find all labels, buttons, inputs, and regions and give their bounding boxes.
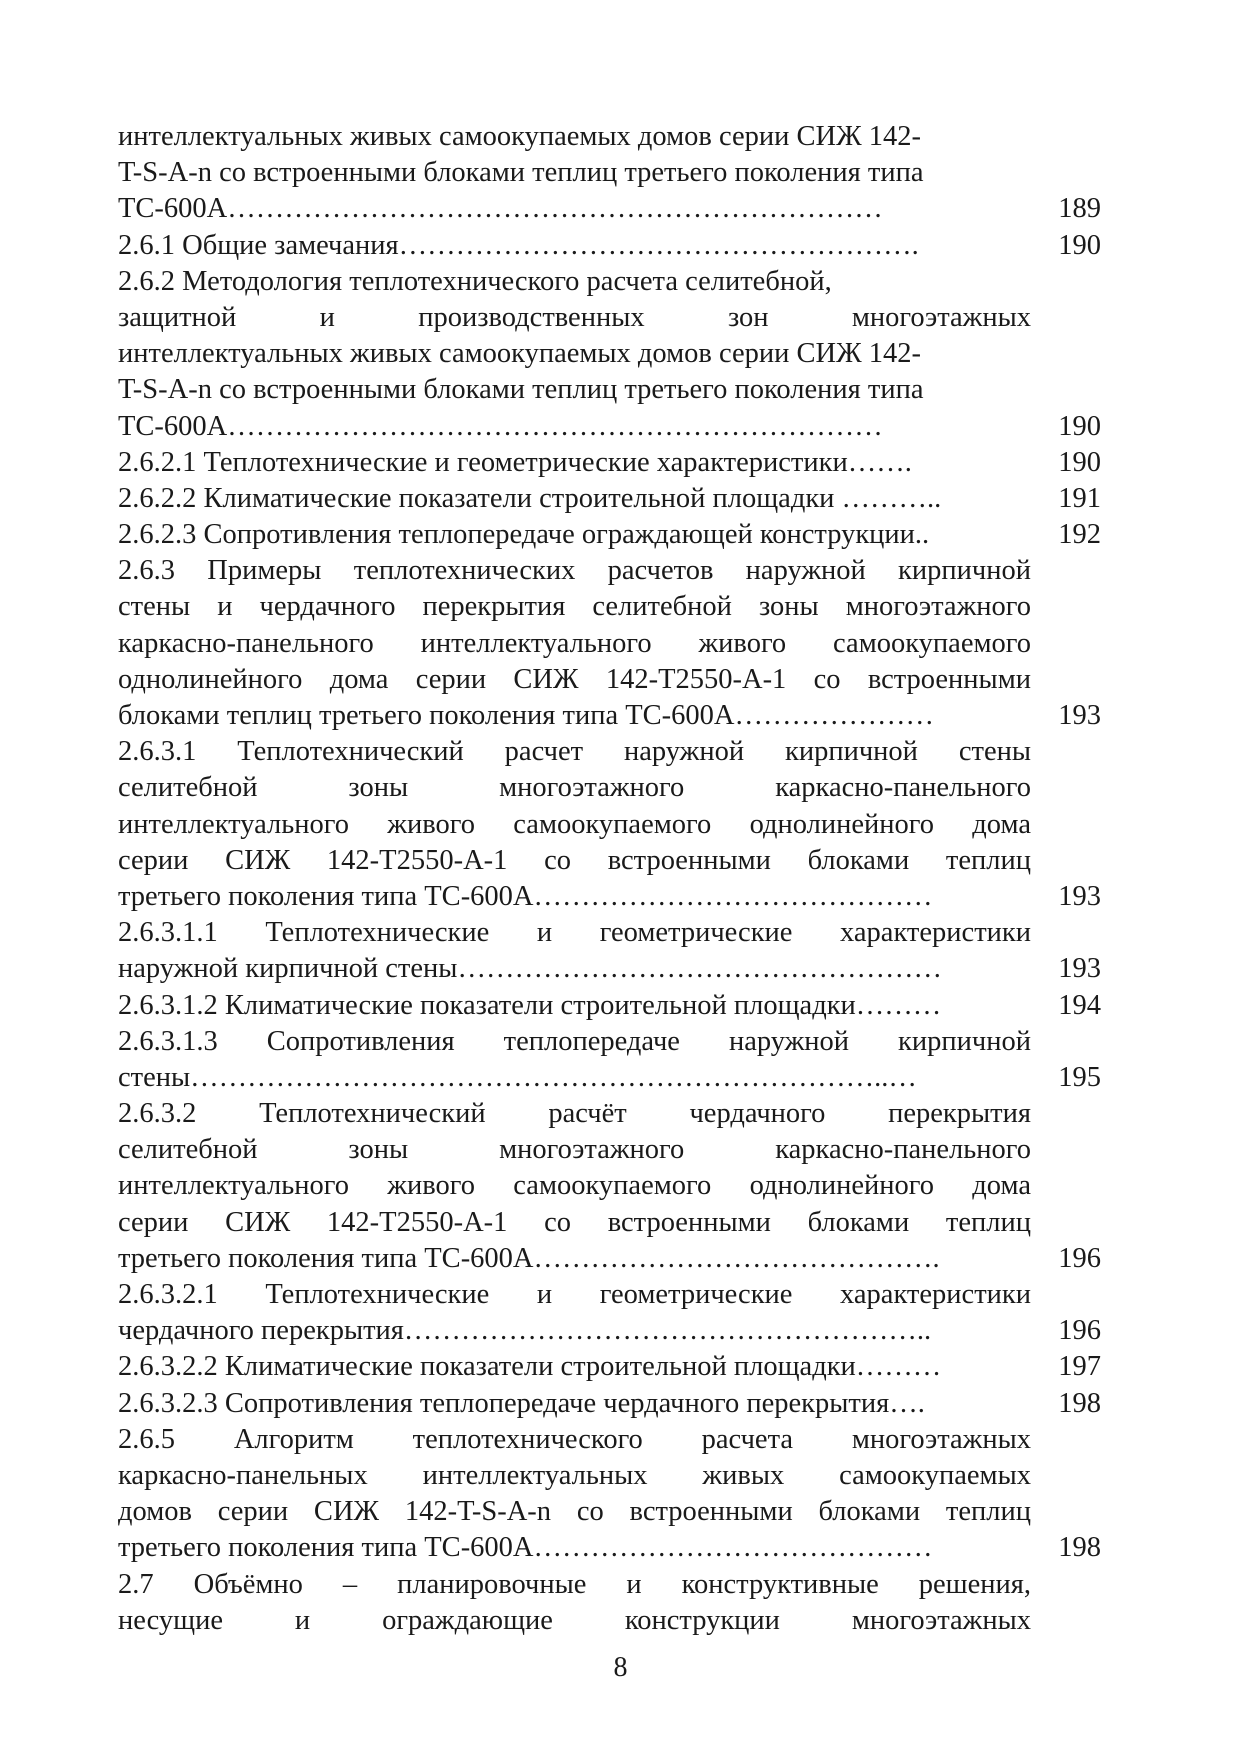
toc-line: каркасно-панельных интеллектуальных живых самоокупаемых bbox=[118, 1459, 1031, 1491]
toc-entry-title bbox=[118, 445, 1031, 481]
toc-line: 2.6.2 Методология теплотехнического расчета селитебной, bbox=[118, 265, 832, 297]
toc-entry bbox=[118, 553, 1103, 734]
toc-page-number bbox=[1031, 1603, 1103, 1639]
toc-page-number: 192 bbox=[1058, 519, 1101, 551]
toc-line: стены………………………………………………………………..… bbox=[118, 1061, 917, 1093]
toc-entry-title bbox=[118, 1096, 1031, 1277]
toc-page-number: 194 bbox=[1058, 989, 1101, 1021]
toc-line: 2.6.3.1.3 Сопротивления теплопередаче наружной кирпичной bbox=[118, 1025, 1031, 1057]
toc-entry bbox=[118, 481, 1103, 517]
toc-line: 2.7 Объёмно – планировочные и конструктивные решения, bbox=[118, 1568, 1031, 1600]
toc-entry-title bbox=[118, 264, 1031, 445]
toc-entry-title bbox=[118, 734, 1031, 915]
toc-entry bbox=[118, 988, 1103, 1024]
toc-line: 2.6.3 Примеры теплотехнических расчетов наружной кирпичной bbox=[118, 555, 1031, 587]
toc-line: серии СИЖ 142-T2550-A-1 со встроенными блоками теплиц bbox=[118, 844, 1031, 876]
toc-line: 2.6.5 Алгоритм теплотехнического расчета многоэтажных bbox=[118, 1423, 1031, 1455]
toc-page-number: 193 bbox=[1058, 700, 1101, 731]
toc-entry bbox=[118, 228, 1103, 264]
toc-line: 2.6.3.2 Теплотехнический расчёт чердачного перекрытия bbox=[118, 1098, 1031, 1130]
toc-line: 2.6.2.3 Сопротивления теплопередаче ограждающей конструкции.. bbox=[118, 519, 930, 551]
toc-line: чердачного перекрытия……………………………………………….. bbox=[118, 1315, 932, 1347]
toc-line: ТС-600А…………………………………………………………… bbox=[118, 193, 883, 225]
toc-line: несущие и ограждающие конструкции многоэтажных bbox=[118, 1604, 1031, 1636]
toc-line: T-S-A-n со встроенными блоками теплиц третьего поколения типа bbox=[118, 374, 924, 406]
page-number: 8 bbox=[613, 1652, 628, 1683]
toc-line: каркасно-панельного интеллектуального живого самоокупаемого bbox=[118, 627, 1031, 659]
toc-line: третьего поколения типа ТС-600А…………………………………… bbox=[118, 1532, 933, 1564]
toc-entry-title bbox=[118, 553, 1031, 734]
toc-line: селитебной зоны многоэтажного каркасно-панельного bbox=[118, 772, 1031, 804]
toc-line: 2.6.1 Общие замечания………………………………………………. bbox=[118, 229, 919, 261]
toc-entry-title bbox=[118, 1024, 1031, 1096]
toc-entry bbox=[118, 1567, 1103, 1639]
toc-page-number: 190 bbox=[1058, 229, 1101, 261]
toc-entry bbox=[118, 734, 1103, 915]
toc-line: селитебной зоны многоэтажного каркасно-панельного bbox=[118, 1134, 1031, 1166]
toc-page-number: 193 bbox=[1058, 880, 1101, 912]
toc-line: 2.6.3.2.1 Теплотехнические и геометрические характеристики bbox=[118, 1279, 1031, 1310]
toc-page-number: 191 bbox=[1058, 482, 1101, 514]
toc-line: интеллектуального живого самоокупаемого однолинейного дома bbox=[118, 808, 1031, 840]
toc-page-number: 190 bbox=[1058, 410, 1101, 442]
toc-line: третьего поколения типа ТС-600А……………………………………. bbox=[118, 1242, 940, 1274]
toc-page-number: 196 bbox=[1058, 1315, 1101, 1347]
toc-line: интеллектуальных живых самоокупаемых домов серии СИЖ 142- bbox=[118, 121, 922, 152]
toc-line: 2.6.3.1.1 Теплотехнические и геометрические характеристики bbox=[118, 917, 1031, 949]
toc-entry bbox=[118, 119, 1103, 228]
toc-entry-title bbox=[118, 481, 1031, 517]
toc-line: 2.6.3.1.2 Климатические показатели строительной площадки……… bbox=[118, 989, 942, 1021]
toc-page-number: 195 bbox=[1058, 1061, 1101, 1093]
toc-line: 2.6.3.2.3 Сопротивления теплопередаче чердачного перекрытия…. bbox=[118, 1387, 925, 1419]
toc-page-number: 196 bbox=[1058, 1242, 1101, 1274]
toc-entry bbox=[118, 1277, 1103, 1349]
toc-line: ТС-600А…………………………………………………………… bbox=[118, 410, 883, 442]
toc-line: защитной и производственных зон многоэтажных bbox=[118, 301, 1031, 333]
toc-entry-title bbox=[118, 1349, 1031, 1385]
toc-entry bbox=[118, 517, 1103, 553]
toc-entry-title bbox=[118, 119, 1031, 228]
toc-line: наружной кирпичной стены…………………………………………… bbox=[118, 953, 942, 985]
toc-entry bbox=[118, 1096, 1103, 1277]
toc-page-number: 190 bbox=[1058, 446, 1101, 478]
toc-page-number: 198 bbox=[1058, 1532, 1101, 1564]
toc-line: блоками теплиц третьего поколения типа ТС-600А………………… bbox=[118, 700, 934, 731]
toc-entry bbox=[118, 1349, 1103, 1385]
toc-line: однолинейного дома серии СИЖ 142-T2550-A-1 со встроенными bbox=[118, 663, 1031, 695]
toc-entry bbox=[118, 915, 1103, 987]
table-of-contents bbox=[118, 119, 1103, 1639]
toc-line: домов серии СИЖ 142-T-S-A-n со встроенными блоками теплиц bbox=[118, 1496, 1031, 1528]
toc-entry-title bbox=[118, 1422, 1031, 1567]
toc-line: 2.6.3.1 Теплотехнический расчет наружной кирпичной стены bbox=[118, 736, 1031, 768]
toc-entry bbox=[118, 445, 1103, 481]
toc-line: интеллектуального живого самоокупаемого однолинейного дома bbox=[118, 1170, 1031, 1202]
toc-page-number: 197 bbox=[1058, 1351, 1101, 1383]
toc-line: 2.6.2.2 Климатические показатели строительной площадки ……….. bbox=[118, 482, 942, 514]
toc-entry-title bbox=[118, 1277, 1031, 1349]
toc-entry bbox=[118, 1386, 1103, 1422]
toc-page-number: 198 bbox=[1058, 1387, 1101, 1419]
toc-line: третьего поколения типа ТС-600А…………………………………… bbox=[118, 880, 933, 912]
toc-line: 2.6.2.1 Теплотехнические и геометрические характеристики……. bbox=[118, 446, 912, 478]
toc-line: интеллектуальных живых самоокупаемых домов серии СИЖ 142- bbox=[118, 338, 922, 370]
toc-entry-title bbox=[118, 1567, 1031, 1639]
toc-entry bbox=[118, 264, 1103, 445]
toc-page-number: 193 bbox=[1058, 953, 1101, 985]
toc-entry bbox=[118, 1422, 1103, 1567]
toc-entry-title bbox=[118, 1386, 1031, 1422]
toc-line: стены и чердачного перекрытия селитебной зоны многоэтажного bbox=[118, 591, 1031, 623]
toc-entry bbox=[118, 1024, 1103, 1096]
toc-line: T-S-A-n со встроенными блоками теплиц третьего поколения типа bbox=[118, 157, 924, 189]
toc-entry-title bbox=[118, 517, 1031, 553]
toc-line: серии СИЖ 142-T2550-A-1 со встроенными блоками теплиц bbox=[118, 1206, 1031, 1238]
toc-page-number: 189 bbox=[1058, 193, 1101, 225]
toc-entry-title bbox=[118, 915, 1031, 987]
toc-entry-title bbox=[118, 228, 1031, 264]
toc-entry-title bbox=[118, 988, 1031, 1024]
toc-line: 2.6.3.2.2 Климатические показатели строительной площадки……… bbox=[118, 1351, 942, 1383]
